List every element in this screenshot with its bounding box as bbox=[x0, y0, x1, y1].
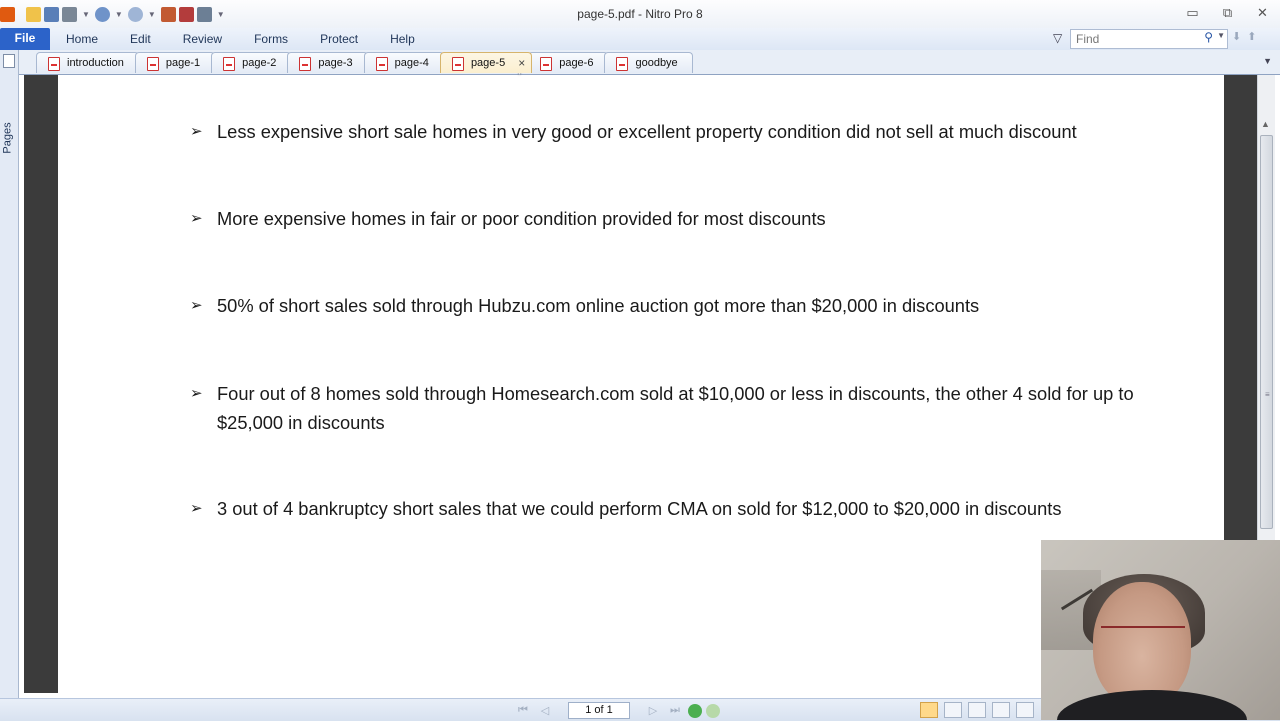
minimize-icon[interactable]: ▭ bbox=[1186, 5, 1199, 20]
window-controls bbox=[1175, 4, 1280, 22]
file-menu-button[interactable]: File bbox=[0, 28, 50, 50]
arrow-down-icon[interactable]: ⬇ bbox=[1232, 31, 1242, 43]
view-mode-buttons bbox=[920, 702, 1034, 718]
page-navigation bbox=[514, 702, 720, 719]
menu-review[interactable]: Review bbox=[182, 32, 223, 46]
arrow-bullet-icon: ➢ bbox=[190, 297, 203, 314]
menu-help[interactable]: Help bbox=[390, 32, 415, 46]
facing-continuous-view-icon[interactable] bbox=[992, 702, 1010, 718]
menu-bar bbox=[0, 28, 431, 50]
doc-tab-page-3[interactable] bbox=[287, 52, 367, 73]
doc-tab-page-6[interactable] bbox=[528, 52, 608, 73]
close-icon[interactable]: ✕ bbox=[1257, 5, 1268, 20]
chevron-down-icon[interactable]: ▼ bbox=[114, 9, 123, 19]
next-view-icon[interactable] bbox=[706, 704, 720, 718]
doc-tab-label: page-5 bbox=[470, 57, 506, 69]
pdf-file-icon bbox=[616, 57, 628, 71]
pdf-file-icon bbox=[452, 57, 464, 71]
menu-protect[interactable]: Protect bbox=[320, 32, 359, 46]
fit-width-icon[interactable] bbox=[1016, 702, 1034, 718]
find-input[interactable] bbox=[1071, 30, 1199, 48]
pdf-file-icon bbox=[540, 57, 552, 71]
list-item bbox=[190, 494, 1150, 523]
chevron-down-icon[interactable]: ▼ bbox=[82, 9, 90, 19]
chevron-down-icon[interactable]: ▼ bbox=[147, 9, 156, 19]
list-item bbox=[190, 204, 1150, 233]
list-item bbox=[190, 291, 1150, 320]
bullet-list bbox=[190, 117, 1150, 523]
close-tab-icon[interactable]: × bbox=[518, 56, 526, 70]
list-item bbox=[190, 117, 1150, 146]
doc-tab-label: page-2 bbox=[242, 57, 277, 69]
doc-tab-label: page-4 bbox=[394, 57, 429, 69]
pdf-file-icon bbox=[376, 57, 388, 71]
page-thumbnail-icon[interactable] bbox=[3, 54, 15, 68]
pages-panel-strip[interactable] bbox=[0, 50, 19, 698]
next-page-icon[interactable]: ▷ bbox=[648, 705, 658, 717]
bullet-text: More expensive homes in fair or poor condition provided for most discounts bbox=[217, 208, 826, 229]
document-tab-bar bbox=[0, 50, 1280, 75]
bullet-text: Four out of 8 homes sold through Homesearch.com sold at $10,000 or less in discounts, the other 4 sold for up to $25,000 in discounts bbox=[217, 383, 1134, 433]
webcam-overlay bbox=[1041, 540, 1280, 720]
pdf-file-icon bbox=[48, 57, 60, 71]
doc-tab-page-1[interactable] bbox=[135, 52, 215, 73]
maximize-icon[interactable]: ⧉ bbox=[1222, 5, 1233, 20]
doc-tab-page-4[interactable] bbox=[364, 52, 444, 73]
pdf-file-icon bbox=[147, 57, 159, 71]
ribbon-tabs bbox=[0, 28, 1280, 51]
scroll-thumb[interactable] bbox=[1260, 135, 1273, 529]
page-number-field[interactable]: 1 of 1 bbox=[568, 702, 630, 719]
arrow-bullet-icon: ➢ bbox=[190, 385, 203, 402]
doc-tab-label: introduction bbox=[67, 57, 124, 69]
find-box[interactable] bbox=[1070, 29, 1228, 49]
list-item bbox=[190, 379, 1150, 437]
find-navigation bbox=[1232, 30, 1256, 43]
pdf-file-icon bbox=[299, 57, 311, 71]
bullet-text: 50% of short sales sold through Hubzu.com online auction got more than $20,000 in discounts bbox=[217, 295, 980, 316]
facing-view-icon[interactable] bbox=[968, 702, 986, 718]
doc-tab-label: page-6 bbox=[559, 57, 594, 69]
doc-tab-label: goodbye bbox=[635, 57, 678, 69]
single-page-view-icon[interactable] bbox=[920, 702, 938, 718]
arrow-bullet-icon: ➢ bbox=[190, 210, 203, 227]
search-icon[interactable]: ⚲ bbox=[1204, 30, 1213, 44]
grip-icon: ≡ bbox=[1265, 390, 1270, 399]
previous-page-icon[interactable]: ◁ bbox=[540, 705, 550, 717]
doc-tab-goodbye[interactable] bbox=[604, 52, 692, 73]
pdf-file-icon bbox=[223, 57, 235, 71]
doc-tab-introduction[interactable] bbox=[36, 52, 139, 73]
continuous-view-icon[interactable] bbox=[944, 702, 962, 718]
doc-tab-label: page-3 bbox=[318, 57, 353, 69]
presenter-face bbox=[1093, 582, 1191, 706]
doc-tab-page-5[interactable] bbox=[440, 52, 532, 73]
window-title: page-5.pdf - Nitro Pro 8 bbox=[577, 7, 703, 21]
first-page-icon[interactable]: ⏮ bbox=[518, 704, 528, 716]
tab-list-chevron-icon[interactable]: ▼ bbox=[1263, 56, 1272, 66]
previous-view-icon[interactable] bbox=[688, 704, 702, 718]
ribbon-collapse-icon[interactable]: ▽ bbox=[1053, 31, 1063, 45]
pages-panel-label[interactable]: Pages bbox=[1, 122, 14, 154]
menu-forms[interactable]: Forms bbox=[254, 32, 289, 46]
last-page-icon[interactable]: ⏭ bbox=[670, 704, 680, 716]
menu-edit[interactable]: Edit bbox=[130, 32, 151, 46]
bullet-text: 3 out of 4 bankruptcy short sales that we could perform CMA on sold for $12,000 to $20,000 in discounts bbox=[217, 498, 1062, 519]
presenter-glasses bbox=[1101, 626, 1185, 642]
doc-tab-label: page-1 bbox=[165, 57, 201, 69]
doc-tab-page-2[interactable] bbox=[211, 52, 291, 73]
chevron-down-icon[interactable]: ▼ bbox=[1217, 31, 1225, 40]
menu-home[interactable]: Home bbox=[66, 32, 99, 46]
scroll-up-icon[interactable]: ▲ bbox=[1261, 119, 1270, 129]
arrow-bullet-icon: ➢ bbox=[190, 500, 203, 517]
arrow-up-icon[interactable]: ⬆ bbox=[1247, 31, 1257, 43]
bullet-text: Less expensive short sale homes in very good or excellent property condition did not sell at much discount bbox=[217, 121, 1077, 142]
chevron-down-icon[interactable]: ▼ bbox=[216, 9, 225, 19]
presenter-body bbox=[1057, 690, 1247, 720]
document-tabs bbox=[36, 52, 689, 74]
title-bar bbox=[0, 0, 1280, 28]
arrow-bullet-icon: ➢ bbox=[190, 123, 203, 140]
